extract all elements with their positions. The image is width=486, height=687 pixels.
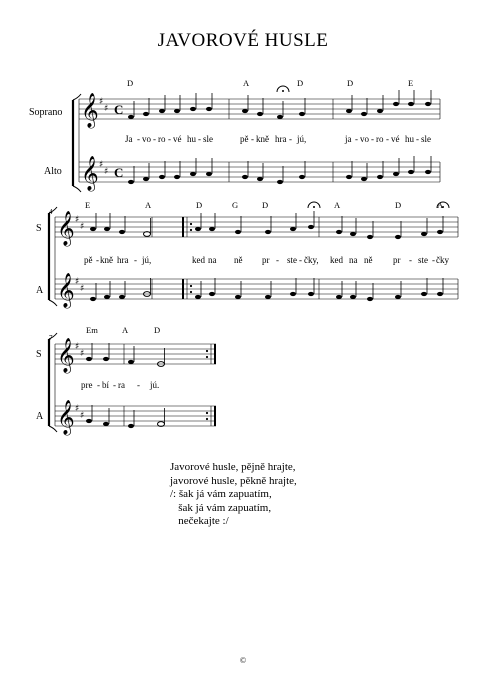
lyric-syllable: ro xyxy=(376,134,384,144)
page-title: JAVOROVÉ HUSLE xyxy=(157,30,329,51)
measure-number: 7 xyxy=(49,334,53,342)
lyric-syllable: - xyxy=(134,255,137,265)
lyric-syllable: ked xyxy=(192,255,205,265)
chord-symbol: Em xyxy=(86,325,98,335)
svg-text:♯: ♯ xyxy=(80,411,85,421)
lyric-syllable: - xyxy=(386,134,389,144)
lyric-syllable: jú, xyxy=(142,255,152,265)
svg-text:♯: ♯ xyxy=(75,404,80,414)
lyric-syllable: - xyxy=(251,134,254,144)
verse-line: javorové husle, pěkně hrajte, xyxy=(170,474,297,487)
svg-text:♯: ♯ xyxy=(80,349,85,359)
lyric-syllable: - xyxy=(371,134,374,144)
lyric-syllable: hra xyxy=(117,255,129,265)
lyric-syllable: hu xyxy=(187,134,196,144)
lyric-syllable: bí xyxy=(102,380,110,390)
chord-symbol: A xyxy=(437,200,444,210)
lyric-syllable: - xyxy=(137,134,140,144)
copyright-mark: © xyxy=(239,656,247,665)
chord-symbol: D xyxy=(395,200,402,210)
lyric-syllable: ra xyxy=(118,380,125,390)
lyric-syllable: - xyxy=(416,134,419,144)
chord-symbol: D xyxy=(347,78,354,88)
lyric-syllable: - xyxy=(96,255,99,265)
lyric-syllable: ro xyxy=(158,134,166,144)
svg-text:𝄞: 𝄞 xyxy=(57,211,75,246)
lyric-syllable: - xyxy=(97,380,100,390)
lyric-syllable: - xyxy=(355,134,358,144)
chord-symbol: E xyxy=(85,200,91,210)
chord-symbol: D xyxy=(154,325,161,335)
lyric-syllable: na xyxy=(208,255,217,265)
part-name-a: A xyxy=(36,285,44,296)
lyric-syllable: - xyxy=(289,134,292,144)
lyric-syllable: kně xyxy=(100,255,113,265)
chord-symbol: D xyxy=(127,78,134,88)
part-name-a: A xyxy=(36,411,44,422)
lyric-syllable: - xyxy=(432,255,435,265)
svg-text:C: C xyxy=(114,165,124,180)
svg-text:♯: ♯ xyxy=(104,104,109,114)
chord-symbol: A xyxy=(122,325,129,335)
verse-line: šak já vám zapuatím, xyxy=(170,501,272,514)
lyric-syllable: ste xyxy=(418,255,428,265)
lyric-syllable: - xyxy=(137,380,140,390)
lyric-syllable: - xyxy=(153,134,156,144)
svg-text:♯: ♯ xyxy=(80,222,85,232)
lyric-syllable: pr xyxy=(393,255,401,265)
svg-text:♯: ♯ xyxy=(75,277,80,287)
lyric-syllable: - xyxy=(409,255,412,265)
svg-text:𝄞: 𝄞 xyxy=(81,156,99,191)
lyric-syllable: Ja xyxy=(125,134,133,144)
svg-text:𝄞: 𝄞 xyxy=(57,400,75,435)
lyric-syllable: - xyxy=(168,134,171,144)
lyric-syllable: ste xyxy=(287,255,297,265)
svg-text:C: C xyxy=(114,102,124,117)
svg-text:♯: ♯ xyxy=(99,97,104,107)
chord-symbol: A xyxy=(243,78,250,88)
lyric-syllable: vé xyxy=(391,134,400,144)
part-name-alto: Alto xyxy=(44,166,62,177)
chord-symbol: A xyxy=(334,200,341,210)
chord-symbol: E xyxy=(408,78,414,88)
lyric-syllable: ja xyxy=(345,134,352,144)
lyric-syllable: pre xyxy=(81,380,93,390)
lyric-syllable: hra xyxy=(275,134,287,144)
part-name-s: S xyxy=(36,349,42,360)
lyric-syllable: vé xyxy=(173,134,182,144)
lyric-syllable: jú, xyxy=(297,134,307,144)
verse-line: nečekajte :/ xyxy=(170,515,229,527)
svg-text:♯: ♯ xyxy=(104,167,109,177)
measure-number: 4 xyxy=(49,208,53,216)
verse-line: /: šak já vám zapuatím, xyxy=(170,488,272,500)
lyric-syllable: - xyxy=(276,255,279,265)
lyric-syllable: pě xyxy=(84,255,93,265)
svg-text:♯: ♯ xyxy=(75,342,80,352)
chord-symbol: G xyxy=(232,200,239,210)
lyric-syllable: na xyxy=(349,255,358,265)
lyric-syllable: sle xyxy=(203,134,213,144)
lyric-syllable: vo xyxy=(142,134,151,144)
chord-symbol: A xyxy=(145,200,152,210)
chord-symbol: D xyxy=(196,200,203,210)
lyric-syllable: čky xyxy=(436,255,449,265)
lyric-syllable: ked xyxy=(330,255,343,265)
lyric-syllable: ně xyxy=(364,255,373,265)
svg-text:𝄞: 𝄞 xyxy=(57,338,75,373)
lyric-syllable: - xyxy=(299,255,302,265)
lyric-syllable: - xyxy=(198,134,201,144)
lyric-syllable: - xyxy=(113,380,116,390)
lyric-syllable: vo xyxy=(360,134,369,144)
lyric-syllable: pě xyxy=(240,134,249,144)
chord-symbol: D xyxy=(297,78,304,88)
lyric-syllable: čky, xyxy=(304,255,319,265)
lyric-syllable: hu xyxy=(405,134,414,144)
verse-text xyxy=(170,461,297,529)
part-name-soprano: Soprano xyxy=(29,107,63,118)
svg-text:𝄞: 𝄞 xyxy=(81,93,99,128)
chord-symbol: D xyxy=(262,200,269,210)
lyric-syllable: ně xyxy=(234,255,243,265)
svg-text:♯: ♯ xyxy=(80,284,85,294)
svg-text:𝄞: 𝄞 xyxy=(57,273,75,308)
lyric-syllable: jú. xyxy=(150,380,160,390)
svg-text:♯: ♯ xyxy=(75,215,80,225)
verse-line: Javorové husle, pějně hrajte, xyxy=(170,461,296,473)
lyric-syllable: pr xyxy=(262,255,270,265)
part-name-s: S xyxy=(36,223,42,234)
svg-text:♯: ♯ xyxy=(99,160,104,170)
lyric-syllable: kně xyxy=(256,134,269,144)
lyric-syllable: sle xyxy=(421,134,431,144)
